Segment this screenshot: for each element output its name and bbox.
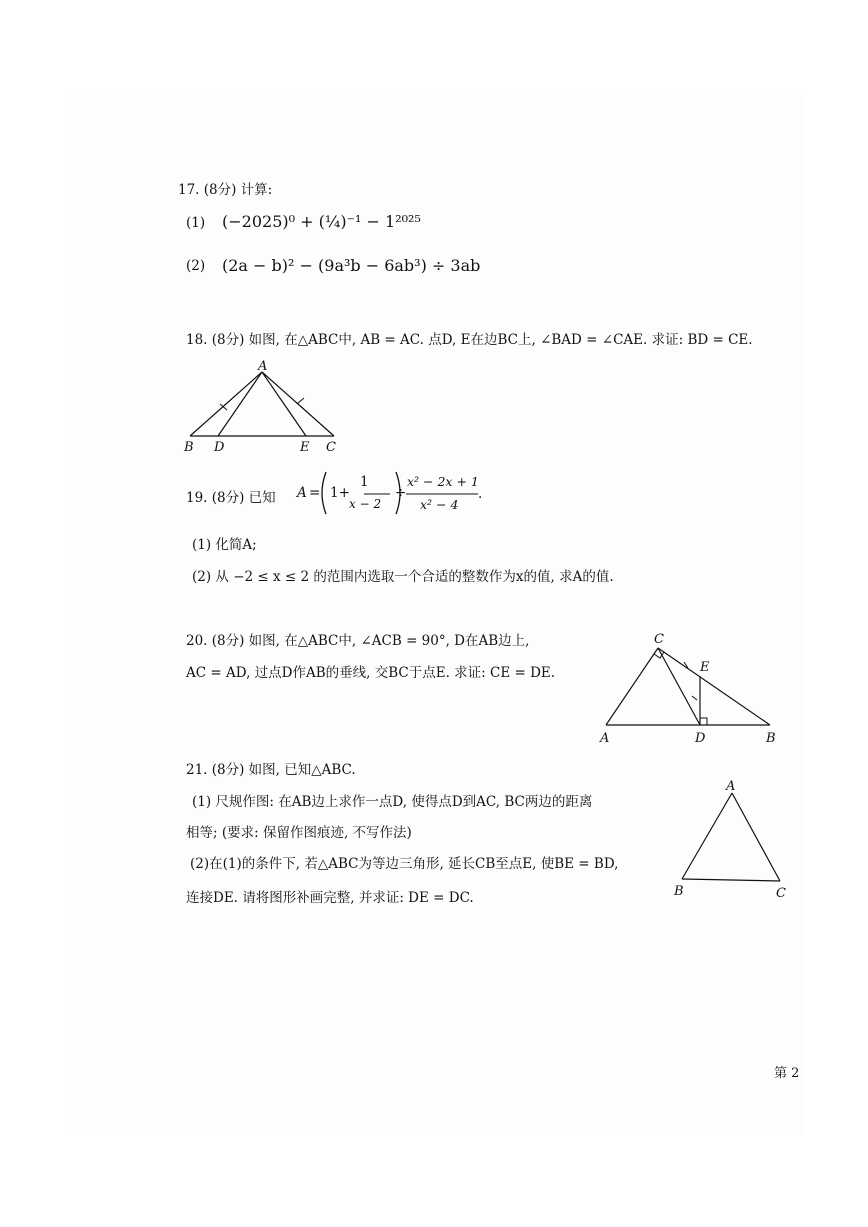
q17-part1-expression: (−2025)⁰ + (¼)⁻¹ − 1²⁰²⁵ (222, 212, 421, 231)
q19-frac2-denominator: x² − 4 (420, 497, 459, 512)
q19-part1: (1) 化简A; (192, 537, 257, 553)
q18-label-c: C (326, 440, 336, 455)
q18-label-d: D (214, 440, 225, 455)
q19-frac2-bar (406, 492, 486, 496)
q20-triangle-figure (596, 630, 786, 745)
q18-triangle-figure (180, 358, 350, 458)
q21-line3: 相等; (要求: 保留作图痕迹, 不写作法) (186, 825, 412, 841)
q20-line2: AC = AD, 过点D作AB的垂线, 交BC于点E. 求证: CE = DE. (186, 665, 556, 681)
q19-frac1-denominator: x − 2 (349, 497, 382, 511)
q21-label-b: B (674, 884, 684, 899)
q21-label-c: C (776, 886, 786, 900)
q18-label-a: A (258, 359, 268, 374)
q21-line2: (1) 尺规作图: 在AB边上求作一点D, 使得点D到AC, BC两边的距离 (192, 794, 593, 810)
q20-line1: 20. (8分) 如图, 在△ABC中, ∠ACB = 90°, D在AB边上, (186, 633, 530, 649)
q18-label-b: B (184, 440, 194, 455)
q19-divide: ÷ (395, 485, 407, 501)
q19-part2: (2) 从 −2 ≤ x ≤ 2 的范围内选取一个合适的整数作为x的值, 求A的值. (192, 569, 614, 585)
q20-label-b: B (766, 731, 776, 745)
q19-frac1-numerator: 1 (360, 474, 369, 490)
q19-var-a: A (297, 485, 307, 501)
exam-page (70, 95, 805, 1135)
q17-title: 17. (8分) 计算: (178, 182, 273, 198)
q21-triangle-figure (670, 775, 800, 900)
q21-line4: (2)在(1)的条件下, 若△ABC为等边三角形, 延长CB至点E, 使BE = BD, (190, 856, 619, 872)
q21-line5: 连接DE. 请将图形补画完整, 并求证: DE = DC. (186, 890, 474, 906)
q18-statement: 18. (8分) 如图, 在△ABC中, AB = AC. 点D, E在边BC上, ∠BAD = ∠CAE. 求证: BD = CE. (186, 332, 753, 348)
q17-part1-label: (1) (186, 215, 206, 231)
q19-equals: = (309, 485, 321, 501)
page-number: 第 2 (774, 1066, 800, 1081)
q20-label-d: D (695, 731, 706, 745)
q21-line1: 21. (8分) 如图, 已知△ABC. (186, 762, 356, 778)
q17-part2-label: (2) (186, 258, 206, 274)
q19-period: . (478, 486, 483, 502)
q19-frac2-numerator: x² − 2x + 1 (407, 474, 479, 489)
q20-label-a: A (600, 731, 610, 745)
q20-label-e: E (700, 660, 710, 675)
q19-one-plus: 1+ (330, 485, 350, 501)
q18-label-e: E (300, 440, 310, 455)
q20-label-c: C (654, 632, 664, 647)
q19-lead: 19. (8分) 已知 (186, 490, 276, 506)
q21-label-a: A (726, 779, 736, 794)
q17-part2-expression: (2a − b)² − (9a³b − 6ab³) ÷ 3ab (222, 256, 481, 275)
